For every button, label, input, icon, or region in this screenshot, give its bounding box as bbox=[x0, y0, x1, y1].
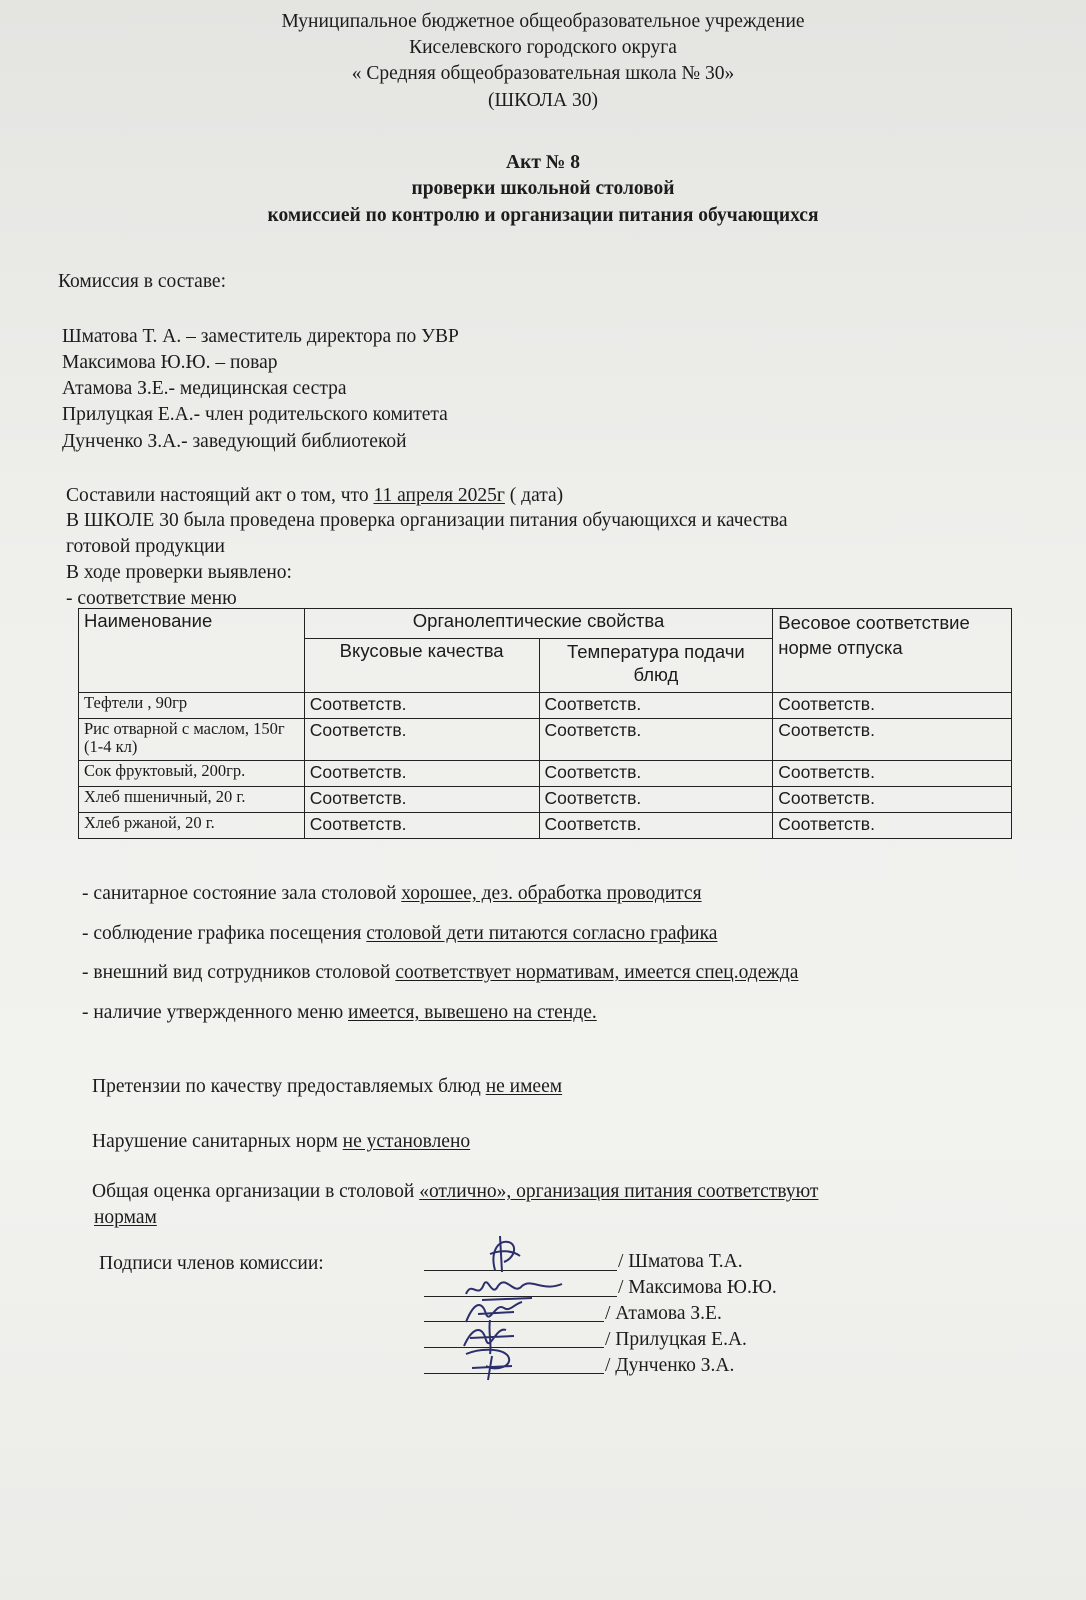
col-header-taste: Вкусовые качества bbox=[304, 639, 539, 693]
col-header-weight: Весовое соответствие норме отпуска bbox=[773, 609, 1012, 693]
overall-assessment-cont: нормам bbox=[94, 1207, 157, 1228]
temperature-value: Соответств. bbox=[539, 787, 773, 813]
org-name-line2: Киселевского городского округа bbox=[409, 37, 677, 58]
weight-value: Соответств. bbox=[773, 719, 1012, 761]
temperature-value: Соответств. bbox=[539, 693, 773, 719]
signatures-label: Подписи членов комиссии: bbox=[99, 1253, 324, 1274]
quality-claims: Претензии по качеству предоставляемых блюд не имеем bbox=[92, 1076, 563, 1097]
weight-value: Соответств. bbox=[773, 761, 1012, 787]
dish-name: Рис отварной с маслом, 150г (1-4 кл) bbox=[79, 719, 305, 761]
commission-label: Комиссия в составе: bbox=[58, 271, 226, 292]
member-3: Атамова З.Е.- медицинская сестра bbox=[62, 378, 347, 399]
col-header-organoleptic: Органолептические свойства bbox=[304, 609, 772, 639]
dish-name: Сок фруктовый, 200гр. bbox=[79, 761, 305, 787]
finding-sanitary-state: - санитарное состояние зала столовой хорошее, дез. обработка проводится bbox=[82, 883, 702, 904]
org-name-line3: « Средняя общеобразовательная школа № 30» bbox=[351, 63, 735, 84]
signer-name: / Атамова З.Е. bbox=[605, 1303, 722, 1324]
weight-value: Соответств. bbox=[773, 693, 1012, 719]
dish-name: Тефтели , 90гр bbox=[79, 693, 305, 719]
handwritten-signature bbox=[456, 1342, 526, 1382]
signer-name: / Шматова Т.А. bbox=[618, 1251, 743, 1272]
act-number: Акт № 8 bbox=[506, 152, 580, 173]
menu-compliance-label: - соответствие меню bbox=[66, 588, 237, 609]
finding-staff-appearance: - внешний вид сотрудников столовой соответствует нормативам, имеется спец.одежда bbox=[82, 962, 799, 983]
org-short-name: (ШКОЛА 30) bbox=[488, 90, 598, 111]
member-4: Прилуцкая Е.А.- член родительского комитета bbox=[62, 404, 448, 425]
taste-value: Соответств. bbox=[304, 787, 539, 813]
weight-value: Соответств. bbox=[773, 787, 1012, 813]
taste-value: Соответств. bbox=[304, 693, 539, 719]
taste-value: Соответств. bbox=[304, 761, 539, 787]
act-title-line3: комиссией по контролю и организации питания обучающихся bbox=[267, 205, 819, 226]
taste-value: Соответств. bbox=[304, 719, 539, 761]
table-row bbox=[79, 693, 1012, 719]
member-5: Дунченко З.А.- заведующий библиотекой bbox=[62, 431, 407, 452]
member-2: Максимова Ю.Ю. – повар bbox=[62, 352, 278, 373]
org-name-line1: Муниципальное бюджетное общеобразовательное учреждение bbox=[281, 11, 805, 32]
table-row bbox=[79, 719, 1012, 761]
signer-name: / Максимова Ю.Ю. bbox=[618, 1277, 777, 1298]
sanitary-violations: Нарушение санитарных норм не установлено bbox=[92, 1131, 471, 1152]
col-header-name: Наименование bbox=[79, 609, 305, 693]
col-header-temperature: Температура подачи блюд bbox=[539, 639, 773, 693]
finding-attendance-schedule: - соблюдение графика посещения столовой дети питаются согласно графика bbox=[82, 923, 718, 944]
findings-intro: В ходе проверки выявлено: bbox=[66, 562, 292, 583]
inspection-date: 11 апреля 2025г bbox=[373, 485, 505, 506]
member-1: Шматова Т. А. – заместитель директора по УВР bbox=[62, 326, 459, 347]
weight-value: Соответств. bbox=[773, 813, 1012, 839]
inspection-line: В ШКОЛЕ 30 была проведена проверка организации питания обучающихся и качества bbox=[66, 510, 788, 531]
signer-name: / Дунченко З.А. bbox=[605, 1355, 735, 1376]
table-row bbox=[79, 761, 1012, 787]
dish-name: Хлеб пшеничный, 20 г. bbox=[79, 787, 305, 813]
act-title-line2: проверки школьной столовой bbox=[411, 178, 675, 199]
temperature-value: Соответств. bbox=[539, 719, 773, 761]
dish-name: Хлеб ржаной, 20 г. bbox=[79, 813, 305, 839]
temperature-value: Соответств. bbox=[539, 813, 773, 839]
signer-name: / Прилуцкая Е.А. bbox=[605, 1329, 747, 1350]
finding-approved-menu: - наличие утвержденного меню имеется, вывешено на стенде. bbox=[82, 1002, 597, 1023]
menu-compliance-table bbox=[78, 608, 1012, 839]
taste-value: Соответств. bbox=[304, 813, 539, 839]
temperature-value: Соответств. bbox=[539, 761, 773, 787]
table-row bbox=[79, 813, 1012, 839]
overall-assessment: Общая оценка организации в столовой «отлично», организация питания соответствуют bbox=[92, 1181, 819, 1202]
table-row bbox=[79, 787, 1012, 813]
compiled-line: Составили настоящий акт о том, что 11 апреля 2025г ( дата) bbox=[66, 485, 564, 506]
inspection-line-cont: готовой продукции bbox=[66, 536, 225, 557]
